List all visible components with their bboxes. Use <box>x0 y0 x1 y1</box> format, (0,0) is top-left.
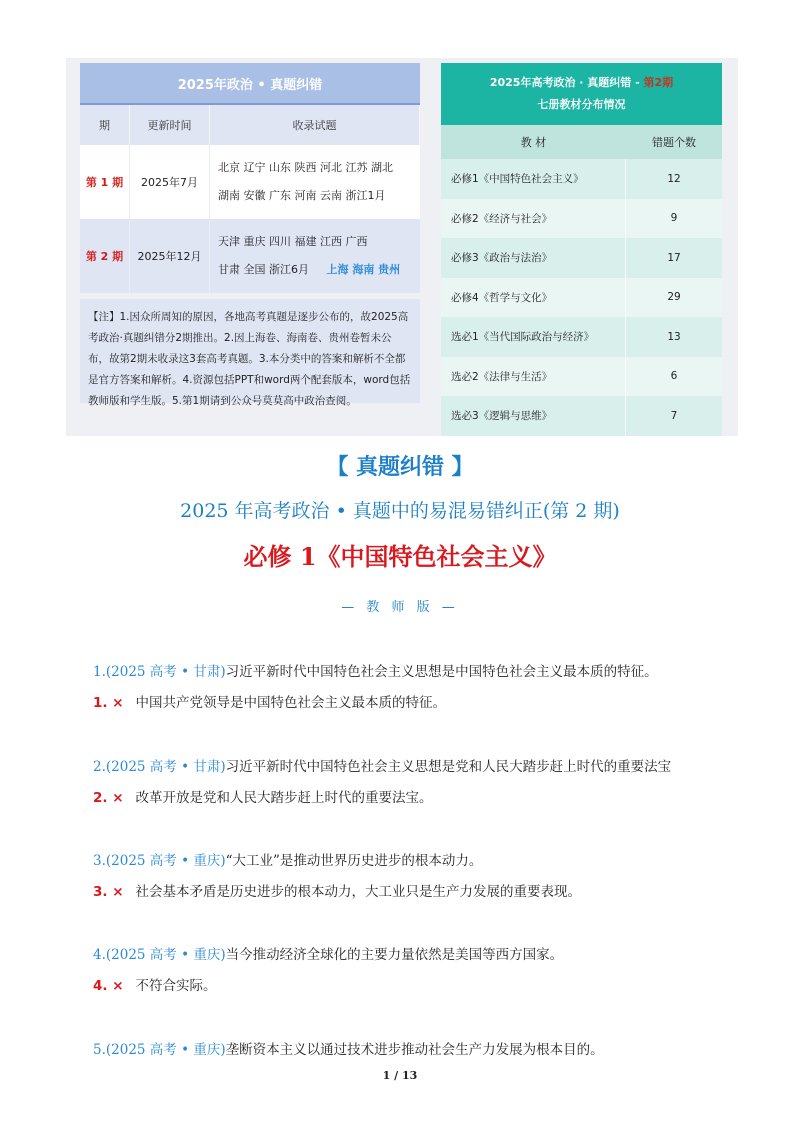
question-number: 4. <box>93 947 106 963</box>
question-text: 习近平新时代中国特色社会主义思想是党和人民大踏步赶上时代的重要法宝 <box>225 759 672 775</box>
answer-item <box>93 693 733 713</box>
table-row <box>441 159 722 199</box>
answer-item <box>93 788 733 808</box>
textbook-cell: 必修4《哲学与文化》 <box>441 278 626 318</box>
question-text: 当今推动经济全球化的主要力量依然是美国等西方国家。 <box>225 947 564 963</box>
question-number: 1. <box>93 664 106 680</box>
count-cell: 12 <box>667 172 681 185</box>
question-source: (2025 高考 • 重庆) <box>105 1042 226 1058</box>
textbook-cell: 必修2《经济与社会》 <box>441 199 626 239</box>
question-source: (2025 高考 • 重庆) <box>105 947 226 963</box>
header-count: 错题个数 <box>652 136 696 149</box>
papers-cell <box>210 219 420 293</box>
count-cell: 7 <box>670 409 678 422</box>
page-title: 必修 1《中国特色社会主义》 <box>243 542 557 571</box>
count-cell: 6 <box>670 370 678 383</box>
table-row <box>441 278 722 318</box>
answer-text: 中国共产党领导是中国特色社会主义最本质的特征。 <box>135 695 447 711</box>
textbook-cell: 选必2《法律与生活》 <box>441 357 626 397</box>
papers-line: 湖南 安徽 广东 河南 云南 浙江1月 <box>218 189 386 202</box>
question-item <box>93 945 733 965</box>
question-source: (2025 高考 • 重庆) <box>105 853 226 869</box>
table-row <box>441 396 722 436</box>
page-number: 1 / 13 <box>382 1069 418 1082</box>
answer-item <box>93 882 733 902</box>
textbook-cell: 选必3《逻辑与思维》 <box>441 396 626 436</box>
section-heading: 【 真题纠错 】 <box>326 455 474 480</box>
distribution-header <box>441 125 722 159</box>
time-cell: 2025年12月 <box>130 219 210 293</box>
table-row <box>441 317 722 357</box>
question-source: (2025 高考 • 甘肃) <box>105 759 226 775</box>
header-papers: 收录试题 <box>210 105 420 145</box>
question-item <box>93 662 733 682</box>
count-cell: 9 <box>670 212 678 225</box>
papers-cell <box>210 145 420 219</box>
count-cell: 17 <box>667 251 681 264</box>
question-number: 5. <box>93 1042 106 1058</box>
distribution-title-main: 2025年高考政治 · 真题纠错 - <box>489 76 644 89</box>
textbook-cell: 必修3《政治与法治》 <box>441 238 626 278</box>
update-schedule-header <box>80 105 420 145</box>
distribution-title <box>441 63 722 125</box>
table-row <box>441 199 722 239</box>
header-time: 更新时间 <box>130 105 210 145</box>
answer-text: 改革开放是党和人民大踏步赶上时代的重要法宝。 <box>135 790 433 806</box>
answer-item <box>93 976 733 996</box>
note-box: 【注】1.因众所周知的原因，各地高考真题是逐步公布的，故2025高考政治·真题纠错分2期推出。2.因上海卷、海南卷、贵州卷暂未公布，故第2期未收录这3套高考真题。3.本分类中的答案和解析不全都是官方答案和解析。4.资源包括PPT和word两个配套版本，word包括教师版和学生版。5.第1期请到公众号莫莫高中政治查阅。 <box>80 299 420 403</box>
answer-text: 不符合实际。 <box>135 978 217 994</box>
header-textbook: 教 材 <box>520 136 547 149</box>
distribution-rows <box>441 159 722 436</box>
time-cell: 2025年7月 <box>130 145 210 219</box>
answer-text: 社会基本矛盾是历史进步的根本动力，大工业只是生产力发展的重要表现。 <box>135 884 582 900</box>
question-number: 3. <box>93 853 106 869</box>
table-row <box>441 238 722 278</box>
question-item <box>93 1040 733 1060</box>
document-subtitle: 2025 年高考政治 • 真题中的易混易错纠正(第 2 期) <box>180 500 620 522</box>
period-cell: 第 1 期 <box>80 145 130 219</box>
count-cell: 29 <box>667 291 681 304</box>
question-text: “大工业”是推动世界历史进步的根本动力。 <box>225 853 483 869</box>
papers-line <box>218 256 400 284</box>
textbook-cell: 必修1《中国特色社会主义》 <box>441 159 626 199</box>
question-number: 2. <box>93 759 106 775</box>
wrong-mark: 1. × <box>93 695 124 711</box>
papers-line-pending: 上海 海南 贵州 <box>326 263 401 276</box>
textbook-distribution-table <box>441 63 722 436</box>
wrong-mark: 4. × <box>93 978 124 994</box>
count-cell: 13 <box>667 330 681 343</box>
update-schedule-title: 2025年政治 • 真题纠错 <box>80 63 420 105</box>
wrong-mark: 2. × <box>93 790 124 806</box>
wrong-mark: 3. × <box>93 884 124 900</box>
textbook-cell: 选必1《当代国际政治与经济》 <box>441 317 626 357</box>
papers-line-normal: 甘肃 全国 浙江6月 <box>218 263 309 276</box>
question-item <box>93 757 733 777</box>
period-cell: 第 2 期 <box>80 219 130 293</box>
table-row <box>80 219 420 293</box>
distribution-title-accent: 第2期 <box>643 76 674 89</box>
version-label: — 教 师 版 — <box>341 600 459 615</box>
papers-line: 北京 辽宁 山东 陕西 河北 江苏 湖北 <box>218 161 393 174</box>
question-text: 垄断资本主义以通过技术进步推动社会生产力发展为根本目的。 <box>225 1042 604 1058</box>
papers-line: 天津 重庆 四川 福建 江西 广西 <box>218 235 368 248</box>
distribution-subtitle: 七册教材分布情况 <box>537 98 626 111</box>
update-schedule-table <box>80 63 420 407</box>
table-row <box>441 357 722 397</box>
header-period: 期 <box>80 105 130 145</box>
table-row <box>80 145 420 219</box>
question-source: (2025 高考 • 甘肃) <box>105 664 226 680</box>
question-item <box>93 851 733 871</box>
question-text: 习近平新时代中国特色社会主义思想是中国特色社会主义最本质的特征。 <box>225 664 658 680</box>
